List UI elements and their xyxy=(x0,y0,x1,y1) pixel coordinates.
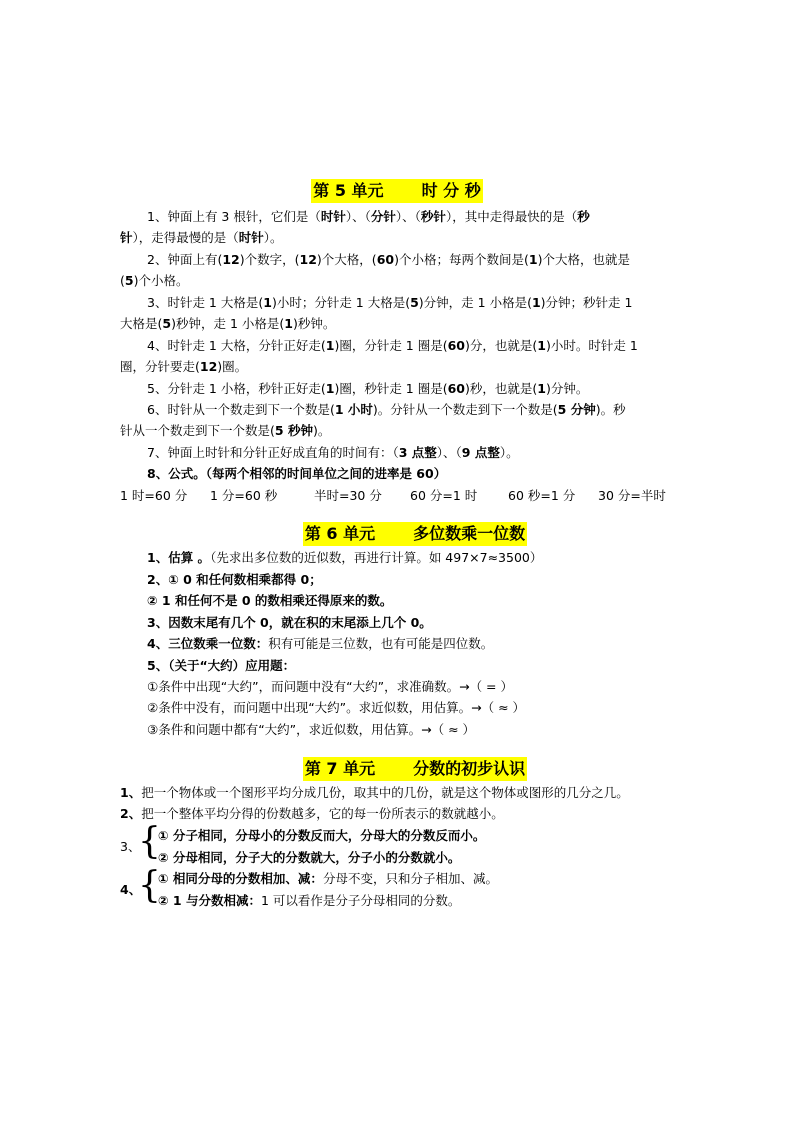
answer: 60 xyxy=(376,252,395,267)
text: ）、（ xyxy=(395,209,421,224)
text: 1、 xyxy=(120,785,142,800)
unit5-title-unit: 第 5 单元 xyxy=(313,181,384,200)
text: ① 相同分母的分数相加、减： xyxy=(158,871,323,886)
text: )小时。时针走 1 xyxy=(545,338,638,353)
unit5-title xyxy=(0,179,794,203)
answer: 5 秒钟 xyxy=(274,423,313,438)
formula: 半时=30 分 xyxy=(314,488,382,503)
unit7-item3b: ② 分母相同，分子大的分数就大，分子小的分数就小。 xyxy=(158,850,461,865)
unit7-item3-number: 3、 xyxy=(120,839,141,854)
text: （先求出多位数的近似数，再进行计算。如 497×7≈3500） xyxy=(210,550,543,565)
unit6-title-topic: 多位数乘一位数 xyxy=(413,524,526,543)
text: )。 xyxy=(312,423,331,438)
answer: 5 xyxy=(124,273,134,288)
unit6-item2b: ② 1 和任何不是 0 的数相乘还得原来的数。 xyxy=(147,593,393,608)
text: )个小格。 xyxy=(133,273,189,288)
text: )个数字，( xyxy=(239,252,300,267)
text: 把一个整体平均分得的份数越多，它的每一份所表示的数就越小。 xyxy=(141,806,504,821)
text: )圈，秒针走 1 圈是( xyxy=(334,381,448,396)
unit7-item4-number: 4、 xyxy=(120,882,142,897)
unit5-item4-line2 xyxy=(120,356,247,377)
unit7-item4a xyxy=(158,868,498,889)
text: 积有可能是三位数，也有可能是四位数。 xyxy=(268,636,494,651)
unit6-title xyxy=(18,522,794,546)
unit6-item1 xyxy=(147,547,542,568)
unit6-sub3: ③条件和问题中都有“大约”，求近似数，用估算。→（ ≈ ） xyxy=(147,722,476,737)
unit6-item4 xyxy=(147,633,493,654)
unit5-item6-line1 xyxy=(147,399,626,420)
text: )圈，分针走 1 圈是( xyxy=(334,338,448,353)
formula: 1 时=60 分 xyxy=(120,488,188,503)
unit7-title-topic: 分数的初步认识 xyxy=(413,759,526,778)
unit7-title-unit: 第 7 单元 xyxy=(304,759,376,778)
unit7-title xyxy=(18,757,794,781)
text: ）。 xyxy=(263,230,283,245)
answer: 时针 xyxy=(320,209,346,224)
unit5-item3-line1 xyxy=(147,292,632,313)
text: )秒，也就是( xyxy=(465,381,538,396)
text: )秒钟，走 1 小格是( xyxy=(171,316,285,331)
unit5-formula-row xyxy=(120,485,666,506)
text: 6、时针从一个数走到下一个数是( xyxy=(147,402,335,417)
unit6-sub2: ②条件中没有，而问题中出现“大约”。求近似数，用估算。→（ ≈ ） xyxy=(147,700,526,715)
answer: 1 xyxy=(284,316,293,331)
answer: 秒 xyxy=(577,209,590,224)
text: ），其中走得最快的是（ xyxy=(445,209,578,224)
text: )分钟；秒针走 1 xyxy=(540,295,633,310)
unit5-item2-line2 xyxy=(120,270,188,291)
answer: 12 xyxy=(299,252,317,267)
formula: 60 秒=1 分 xyxy=(508,488,576,503)
unit7-item2 xyxy=(120,803,504,824)
text: )分，也就是( xyxy=(465,338,538,353)
text: ），走得最慢的是（ xyxy=(132,230,239,245)
answer: 秒针 xyxy=(420,209,446,224)
text: ② 1 与分数相减： xyxy=(158,893,261,908)
text: )个小格；每两个数间是( xyxy=(394,252,529,267)
unit7-item4b xyxy=(158,890,460,911)
text: 大格是( xyxy=(120,316,163,331)
unit5-item4-line1 xyxy=(147,335,638,356)
text: )个大格，( xyxy=(316,252,377,267)
text: 圈，分针要走( xyxy=(120,359,200,374)
unit5-item5 xyxy=(147,378,588,399)
text: )分钟。 xyxy=(545,381,589,396)
text: )秒钟。 xyxy=(292,316,336,331)
text: 4、三位数乘一位数： xyxy=(147,636,269,651)
text: 把一个物体或一个图形平均分成几份，取其中的几份，就是这个物体或图形的几分之几。 xyxy=(141,785,629,800)
answer: 5 分钟 xyxy=(557,402,596,417)
text: 1、估算 。 xyxy=(147,550,211,565)
answer: 1 xyxy=(325,381,335,396)
answer: 1 xyxy=(537,381,546,396)
unit5-item2-line1 xyxy=(147,249,630,270)
formula: 1 分=60 秒 xyxy=(210,488,278,503)
text: 4、时针走 1 大格，分针正好走( xyxy=(147,338,326,353)
answer: 1 xyxy=(537,338,546,353)
text: )个大格，也就是 xyxy=(537,252,630,267)
unit5-item3-line2 xyxy=(120,313,335,334)
answer: 时针 xyxy=(238,230,264,245)
text: )分钟，走 1 小格是( xyxy=(418,295,532,310)
answer: 60 xyxy=(447,338,465,353)
text: ）、（ xyxy=(345,209,371,224)
answer: 5 xyxy=(410,295,419,310)
answer: 1 xyxy=(325,338,335,353)
formula: 60 分=1 时 xyxy=(410,488,478,503)
unit5-item1-line2 xyxy=(120,227,283,248)
answer: 1 小时 xyxy=(334,402,373,417)
unit6-item2: 2、① 0 和任何数相乘都得 0； xyxy=(147,572,322,587)
answer: 12 xyxy=(222,252,240,267)
text: 2、钟面上有( xyxy=(147,252,223,267)
text: 5、分针走 1 小格，秒针正好走( xyxy=(147,381,326,396)
text: )圈。 xyxy=(217,359,248,374)
unit6-item5: 5、（关于“大约）应用题： xyxy=(147,658,296,673)
text: 3、时针走 1 大格是( xyxy=(147,295,264,310)
answer: 12 xyxy=(199,359,218,374)
formula: 30 分=半时 xyxy=(598,488,666,503)
unit7-item3a: ① 分子相同，分母小的分数反而大，分母大的分数反而小。 xyxy=(158,828,486,843)
text: 7、钟面上时针和分针正好成直角的时间有：（ xyxy=(147,445,399,460)
answer: 1 xyxy=(531,295,541,310)
left-brace-icon: { xyxy=(138,865,161,906)
answer: 9 点整 xyxy=(461,445,500,460)
answer: 5 xyxy=(162,316,172,331)
unit6-title-unit: 第 6 单元 xyxy=(304,524,376,543)
text: 1、钟面上有 3 根针，它们是（ xyxy=(147,209,321,224)
unit6-item3: 3、因数末尾有几个 0，就在积的末尾添上几个 0。 xyxy=(147,615,432,630)
unit6-sub1: ①条件中出现“大约”，而问题中没有“大约”，求准确数。→（ = ） xyxy=(147,679,514,694)
text: ( xyxy=(120,273,125,288)
answer: 1 xyxy=(263,295,272,310)
left-brace-icon: { xyxy=(138,821,161,862)
text: ）。 xyxy=(499,445,519,460)
text: ）、（ xyxy=(436,445,462,460)
unit5-title-topic: 时 分 秒 xyxy=(421,181,481,200)
unit5-formula-title: 8、公式。（每两个相邻的时间单位之间的进率是 60） xyxy=(147,466,447,481)
answer: 3 点整 xyxy=(398,445,437,460)
unit5-item1-line1 xyxy=(147,206,590,227)
unit6-title-highlight xyxy=(303,522,527,546)
unit5-title-highlight xyxy=(311,179,482,203)
text: )。分针从一个数走到下一个数是( xyxy=(372,402,558,417)
text: 1 可以看作是分子分母相同的分数。 xyxy=(261,893,461,908)
answer: 1 xyxy=(528,252,538,267)
unit7-item1 xyxy=(120,782,629,803)
text: )小时；分针走 1 大格是( xyxy=(271,295,411,310)
text: 2、 xyxy=(120,806,142,821)
answer: 针 xyxy=(120,230,133,245)
text: )。秒 xyxy=(595,402,626,417)
answer: 60 xyxy=(447,381,465,396)
text: 针从一个数走到下一个数是( xyxy=(120,423,275,438)
unit5-item6-line2 xyxy=(120,420,330,441)
unit5-item7 xyxy=(147,442,519,463)
text: 分母不变，只和分子相加、减。 xyxy=(322,871,498,886)
answer: 分针 xyxy=(370,209,396,224)
unit7-title-highlight xyxy=(303,757,527,781)
